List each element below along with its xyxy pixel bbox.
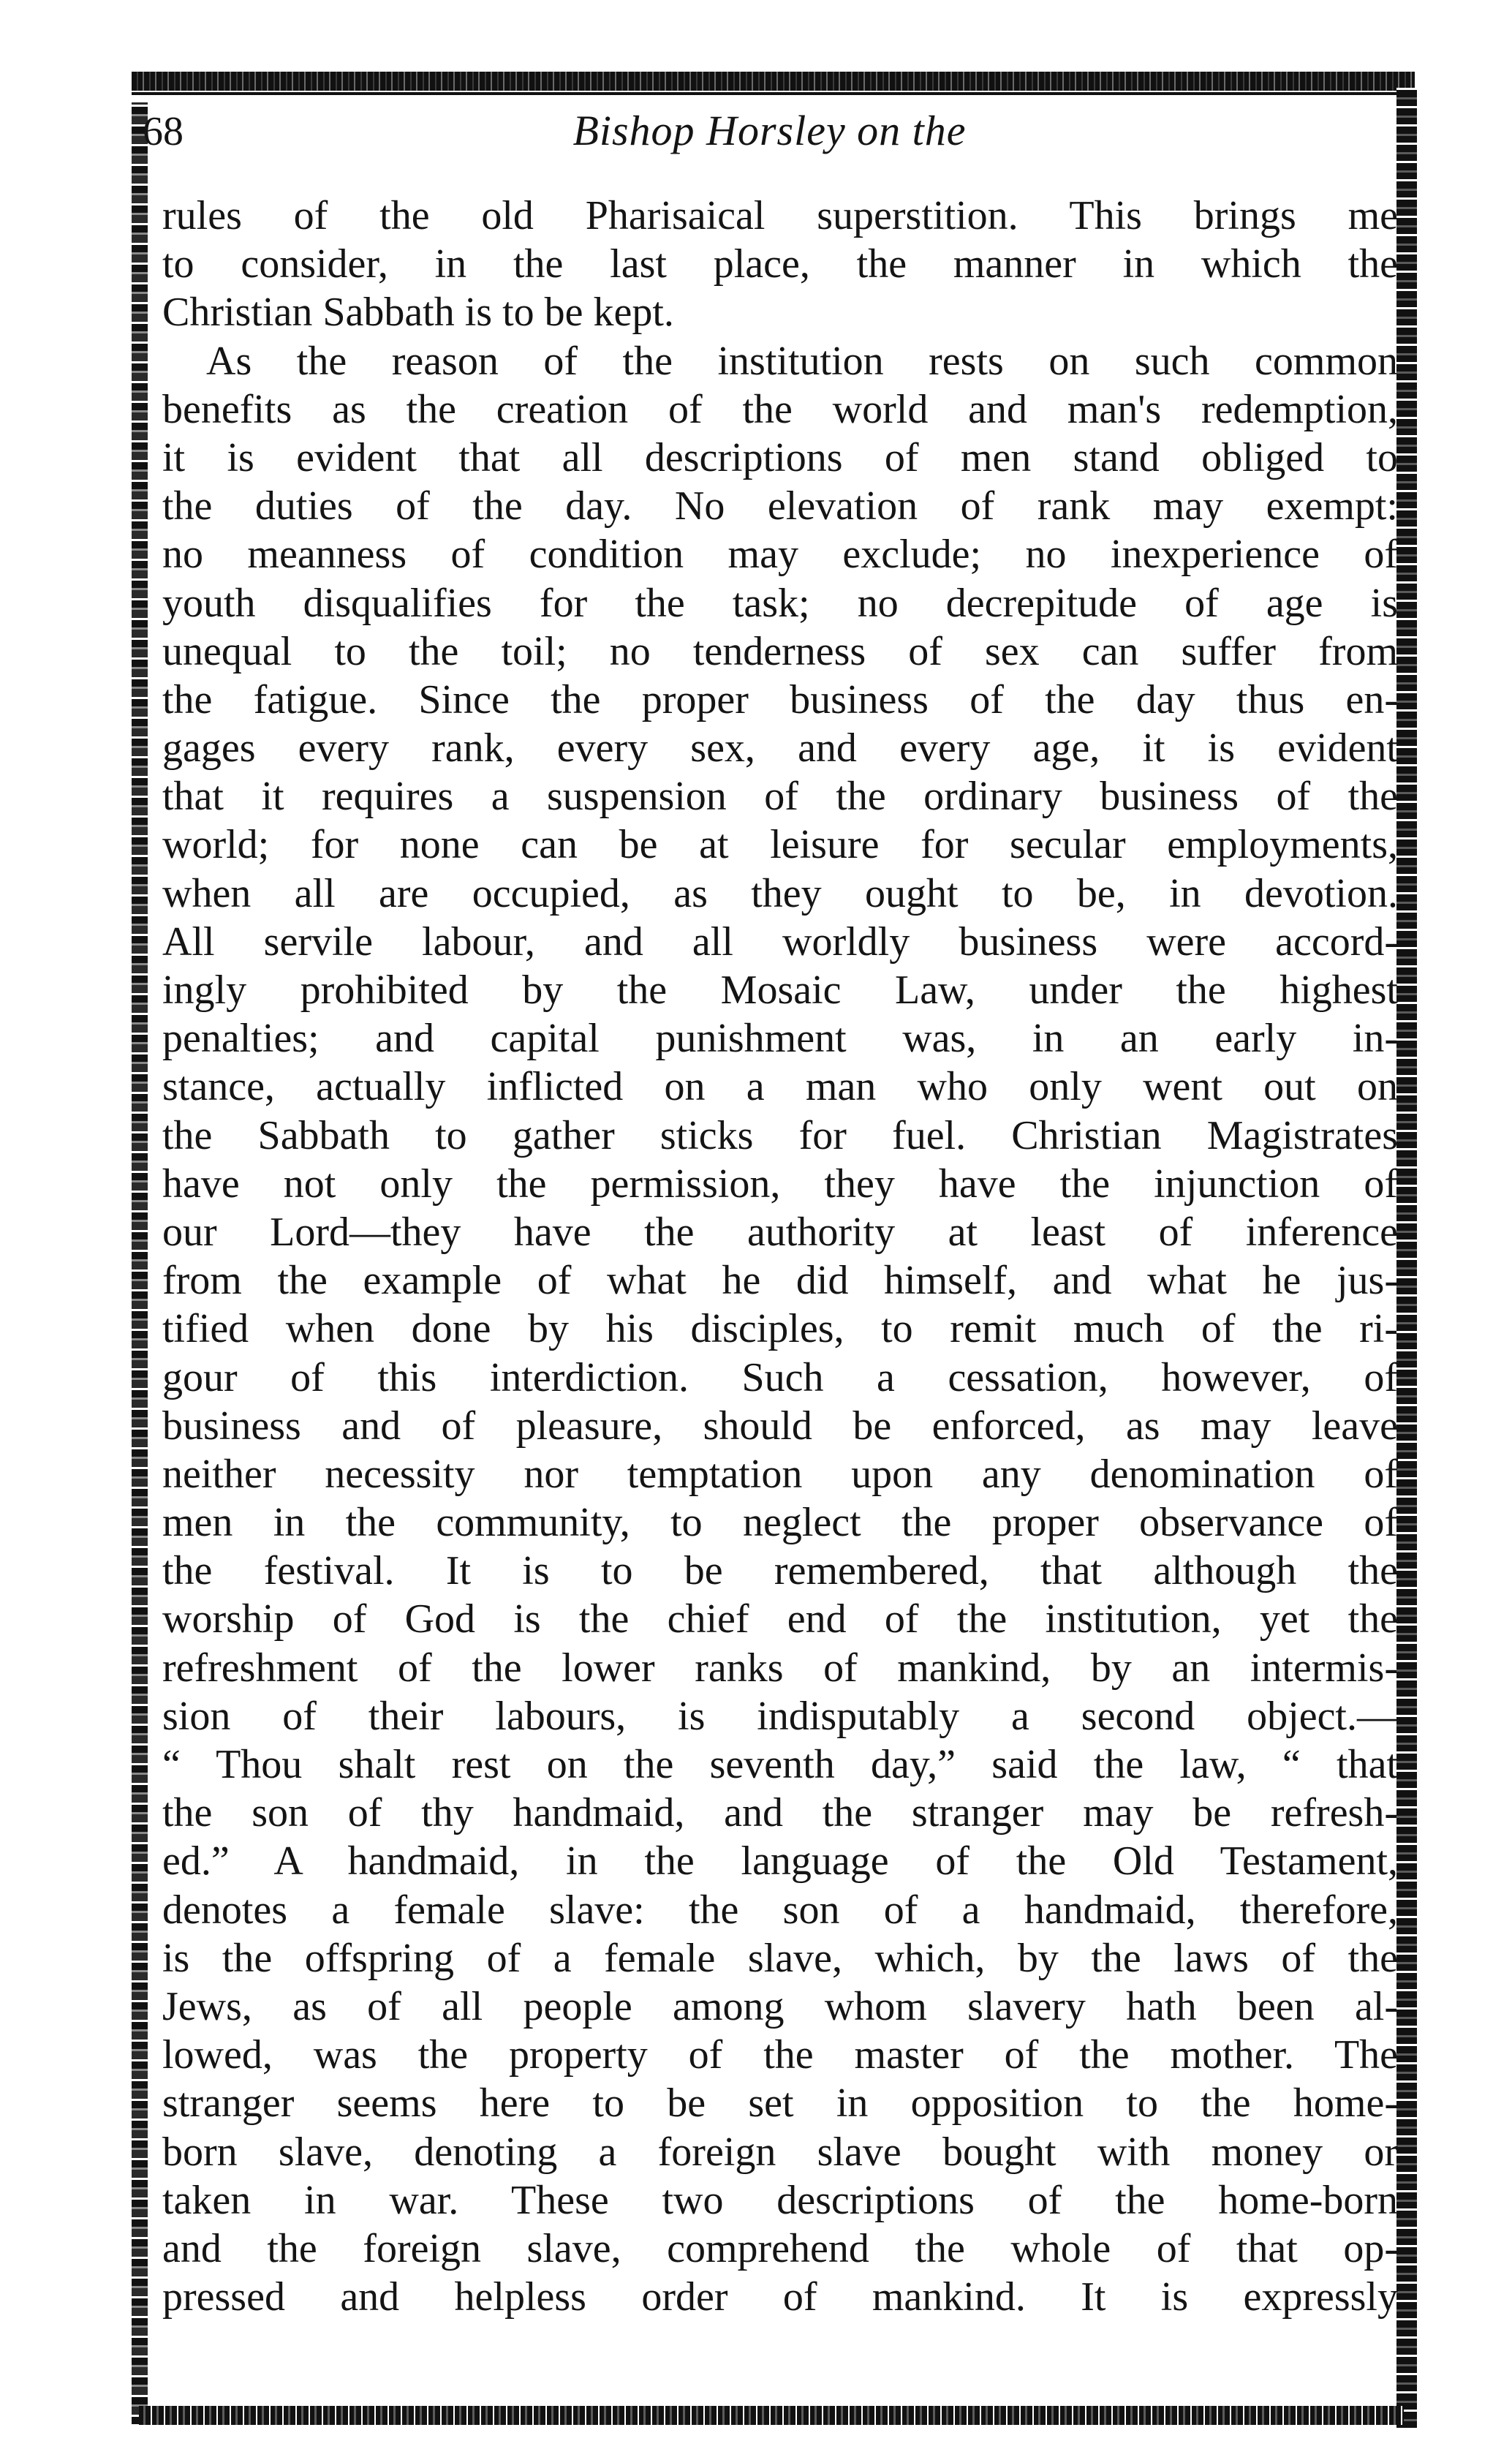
top-ornamental-rule <box>132 72 1415 91</box>
text-line: sion of their labours, is indisputably a second object.— <box>162 1693 1398 1739</box>
text-line: taken in war. These two descriptions of the home-born <box>162 2177 1398 2223</box>
bottom-ornamental-rule <box>139 2406 1404 2425</box>
text-line: penalties; and capital punishment was, in an early in- <box>162 1016 1398 1062</box>
text-line: the fatigue. Since the proper business of the day thus en- <box>162 676 1398 722</box>
text-line: the son of thy handmaid, and the stranger may be refresh- <box>162 1790 1398 1836</box>
text-line: refreshment of the lower ranks of mankind, by an intermis- <box>162 1645 1398 1691</box>
text-line: business and of pleasure, should be enforced, as may leave <box>162 1403 1398 1449</box>
text-line: when all are occupied, as they ought to be, in devotion. <box>162 870 1398 916</box>
text-line: men in the community, to neglect the proper observance of <box>162 1500 1398 1546</box>
text-line: our Lord—they have the authority at least of inference <box>162 1209 1398 1255</box>
text-line: and the foreign slave, comprehend the whole of that op- <box>162 2225 1398 2271</box>
text-line: “ Thou shalt rest on the seventh day,” said the law, “ that <box>162 1742 1398 1787</box>
page-number: 68 <box>143 109 184 154</box>
text-line: it is evident that all descriptions of men stand obliged to <box>162 434 1398 480</box>
text-line: As the reason of the institution rests on such common <box>206 338 1398 384</box>
text-line: neither necessity nor temptation upon any denomination of <box>162 1451 1398 1497</box>
text-line: that it requires a suspension of the ordinary business of the <box>162 774 1398 820</box>
body-text <box>162 192 1398 2321</box>
text-line: youth disqualifies for the task; no decrepitude of age is <box>162 580 1398 626</box>
text-line: All servile labour, and all worldly business were accord- <box>162 918 1398 965</box>
running-header <box>143 102 1396 161</box>
text-line: tified when done by his disciples, to remit much of the ri- <box>162 1306 1398 1352</box>
text-line: is the offspring of a female slave, which, by the laws of the <box>162 1935 1398 1981</box>
text-line: world; for none can be at leisure for secular employments, <box>162 822 1398 868</box>
text-line: Jews, as of all people among whom slavery hath been al- <box>162 1983 1398 2029</box>
text-line: born slave, denoting a foreign slave bought with money or <box>162 2129 1398 2175</box>
text-line: no meanness of condition may exclude; no inexperience of <box>162 532 1398 578</box>
text-line: worship of God is the chief end of the institution, yet the <box>162 1596 1398 1642</box>
text-line: gour of this interdiction. Such a cessation, however, of <box>162 1354 1398 1400</box>
text-line: to consider, in the last place, the manner in which the <box>162 241 1398 287</box>
text-line: from the example of what he did himself, and what he jus- <box>162 1258 1398 1304</box>
text-line: Christian Sabbath is to be kept. <box>162 290 674 336</box>
right-ornamental-border <box>1396 88 1417 2428</box>
text-line: the festival. It is to be remembered, that although the <box>162 1548 1398 1594</box>
text-line: stance, actually inflicted on a man who only went out on <box>162 1064 1398 1110</box>
text-line: lowed, was the property of the master of the mother. The <box>162 2032 1398 2078</box>
text-line: stranger seems here to be set in opposition to the home- <box>162 2080 1398 2127</box>
text-line: benefits as the creation of the world and man's redemption, <box>162 386 1398 432</box>
text-line: rules of the old Pharisaical superstition. This brings me <box>162 193 1398 238</box>
text-line: denotes a female slave: the son of a handmaid, therefore, <box>162 1887 1398 1933</box>
text-line: the duties of the day. No elevation of rank may exempt: <box>162 483 1398 529</box>
text-line: unequal to the toil; no tenderness of sex can suffer from <box>162 628 1398 674</box>
text-line: the Sabbath to gather sticks for fuel. Christian Magistrates <box>162 1112 1398 1158</box>
text-line: have not only the permission, they have the injunction of <box>162 1161 1398 1207</box>
text-line: pressed and helpless order of mankind. It is expressly <box>162 2274 1398 2320</box>
text-line: ed.” A handmaid, in the language of the Old Testament, <box>162 1838 1398 1884</box>
text-line: gages every rank, every sex, and every age, it is evident <box>162 725 1398 771</box>
text-line: ingly prohibited by the Mosaic Law, under the highest <box>162 967 1398 1013</box>
running-head-title: Bishop Horsley on the <box>572 107 967 154</box>
left-ornamental-border <box>132 102 148 2424</box>
